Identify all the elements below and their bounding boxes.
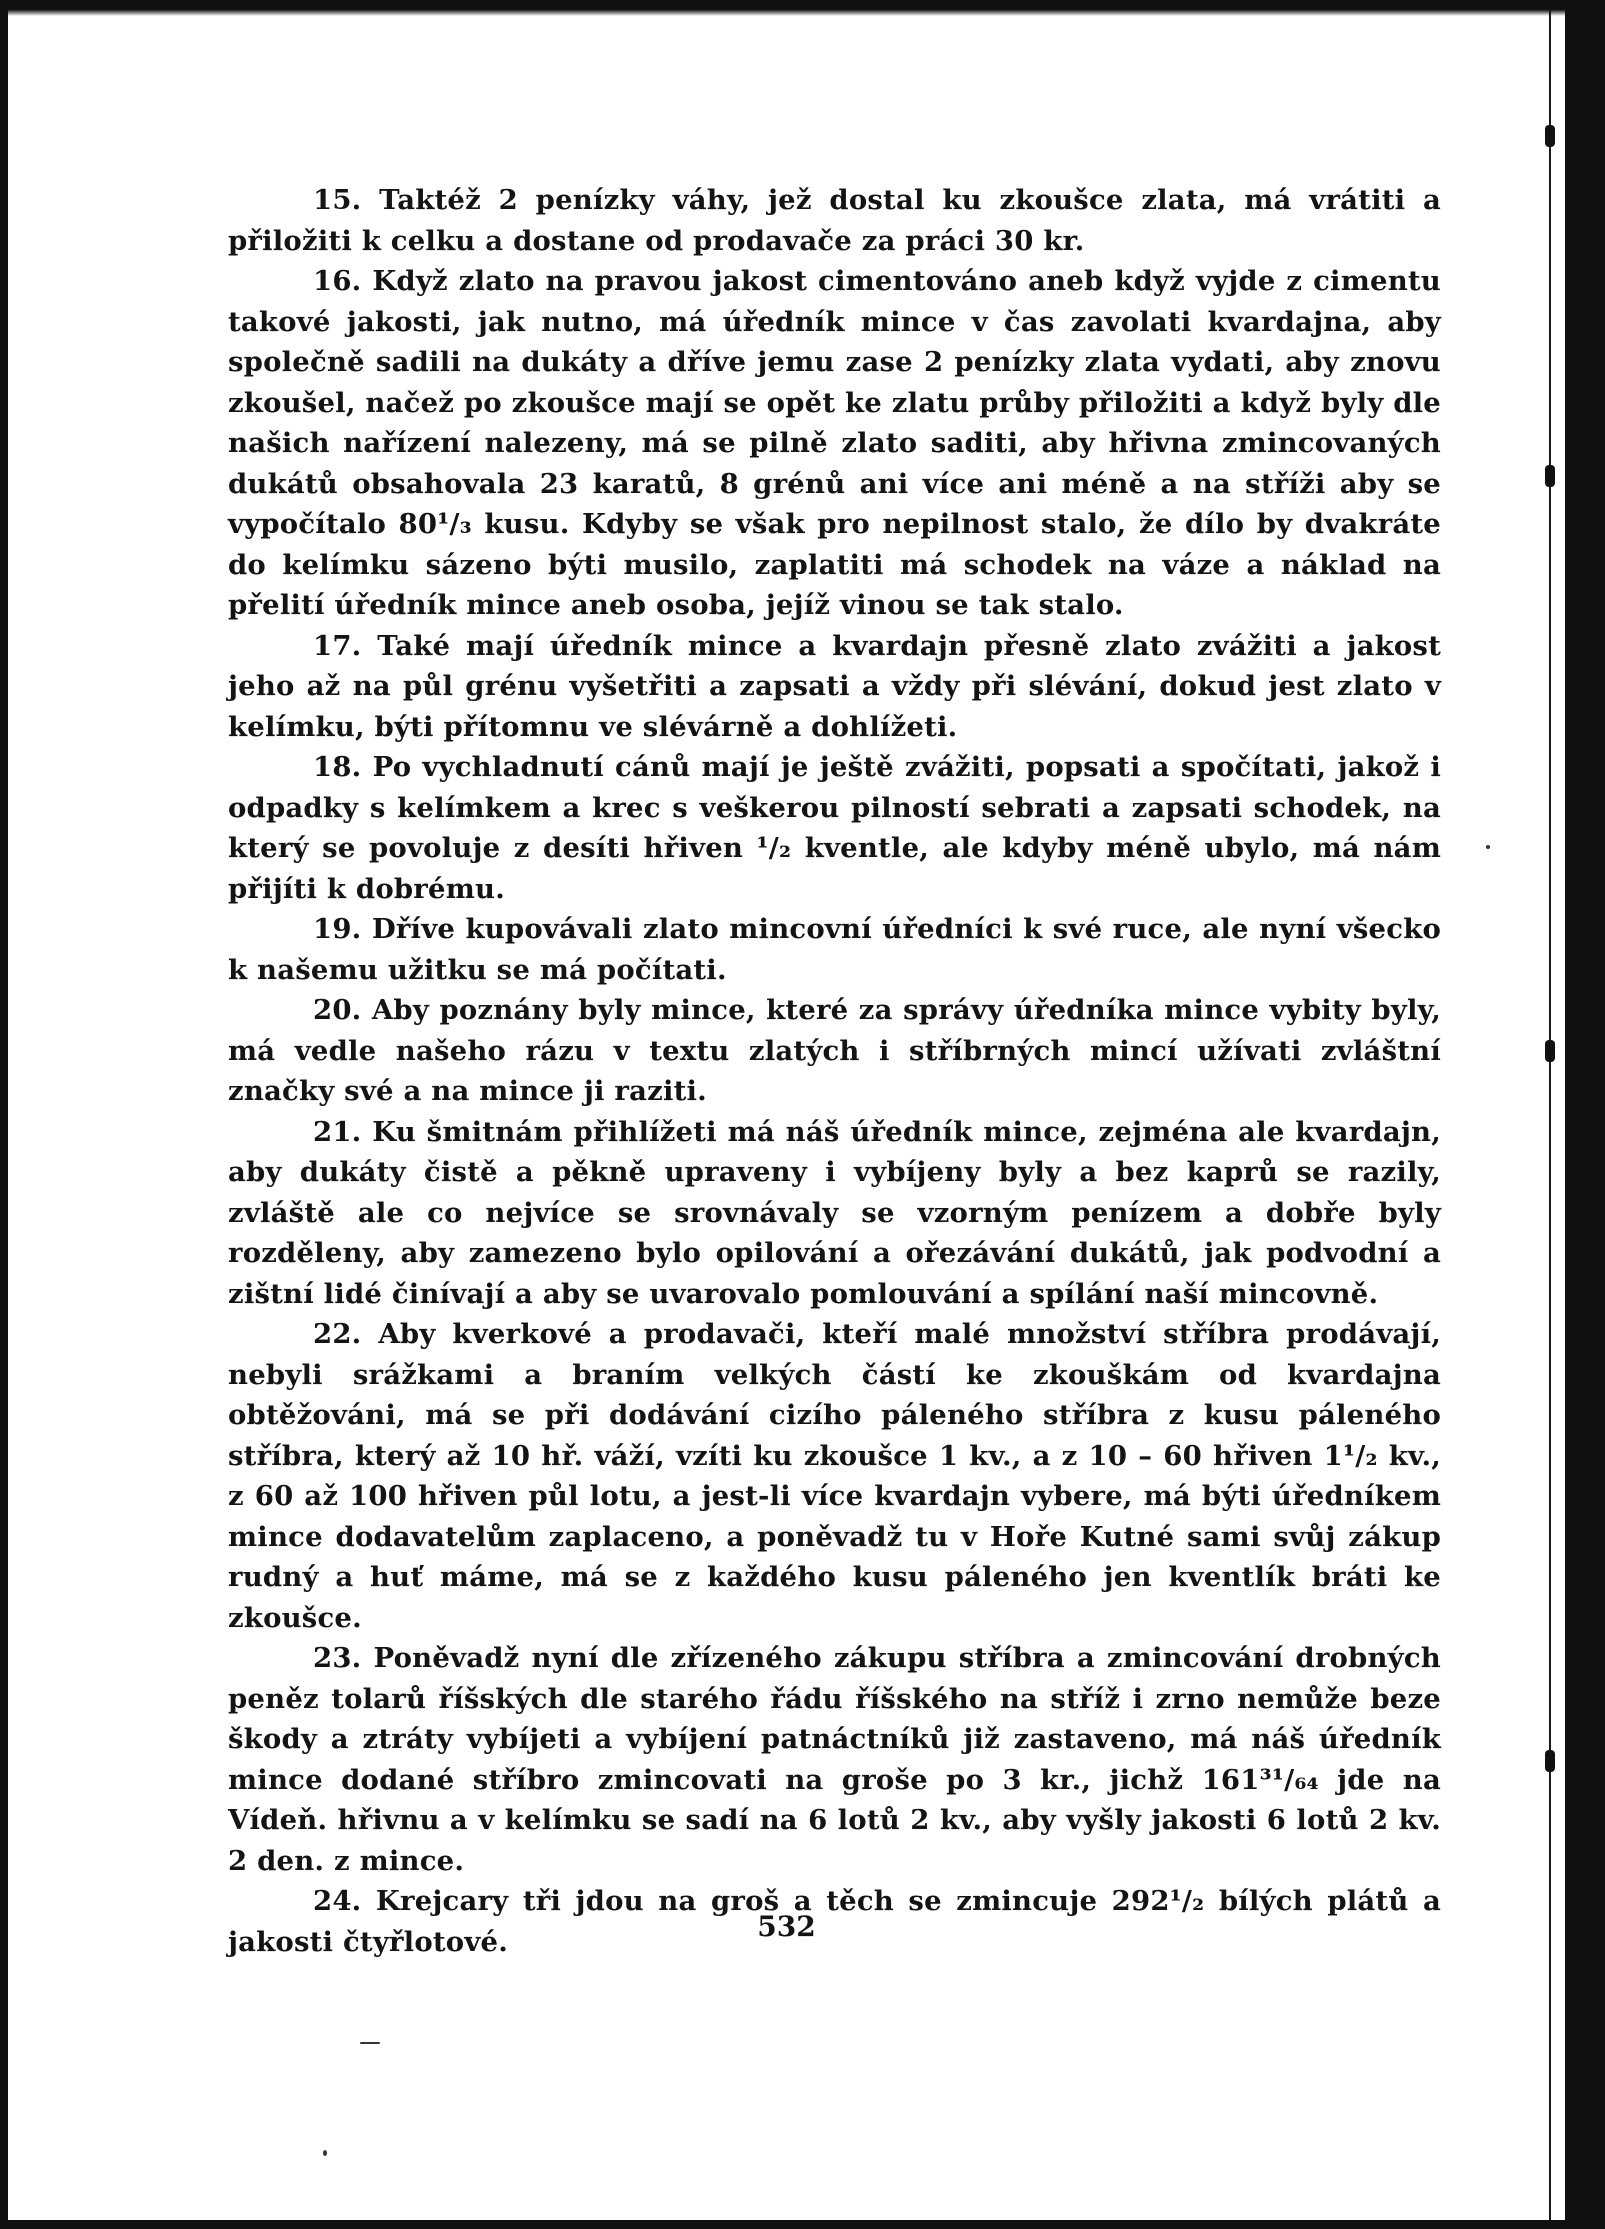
scanned-page: [8, 10, 1565, 2220]
paragraph-23: 23. Poněvadž nyní dle zřízeného zákupu stříbra a zmincování drobných peněz tolarů říšských dle starého řádu říšského na stříž i zrno nemůže beze škody a ztráty vybíjeti a vybíjení patnáctníků již zastaveno, má náš úředník mince dodané stříbro zmincovati na groše po 3 kr., jichž 161³¹/₆₄ jde na Vídeň. hřivnu a v kelímku se sadí na 6 lotů 2 kv., aby vyšly jakosti 6 lotů 2 kv. 2 den. z mince.: [228, 1642, 1441, 1877]
paragraph-17: 17. Také mají úředník mince a kvardajn přesně zlato zvážiti a jakost jeho až na půl grénu vyšetřiti a zapsati a vždy při slévání, dokud jest zlato v kelímku, býti přítomnu ve slévárně a dohlížeti.: [228, 629, 1441, 743]
binding-mark: [1545, 125, 1555, 147]
binding-edge: [1549, 10, 1551, 2220]
paragraph-15: 15. Taktéž 2 penízky váhy, jež dostal ku zkoušce zlata, má vrátiti a přiložiti k celku a dostane od prodavače za práci 30 kr.: [228, 184, 1441, 257]
scan-edge: [8, 10, 1565, 16]
scan-speck: [360, 2042, 380, 2044]
scan-speck: [323, 2150, 327, 2156]
paragraph-18: 18. Po vychladnutí cánů mají je ještě zvážiti, popsati a spočítati, jakož i odpadky s kelímkem a krec s veškerou pilností sebrati a zapsati schodek, na který se povoluje z desíti hřiven ¹/₂ kventle, ale kdyby méně ubylo, má nám přijíti k dobrému.: [228, 751, 1441, 905]
binding-mark: [1545, 465, 1555, 487]
body-text: [228, 180, 1441, 1962]
binding-mark: [1545, 1750, 1555, 1772]
paragraph-19: 19. Dříve kupovávali zlato mincovní úředníci k své ruce, ale nyní všecko k našemu užitku se má počítati.: [228, 913, 1441, 986]
paragraph-21: 21. Ku šmitnám přihlížeti má náš úředník mince, zejména ale kvardajn, aby dukáty čistě a pěkně upraveny i vybíjeny byly a bez kaprů se razily, zvláště ale co nejvíce se srovnávaly se vzorným penízem a dobře byly rozděleny, aby zamezeno bylo opilování a ořezávání dukátů, jak podvodní a zištní lidé činívají a aby se uvarovalo pomlouvání a spílání naší mincovně.: [228, 1115, 1441, 1310]
page-number: 532: [757, 1910, 816, 1943]
paragraph-16: 16. Když zlato na pravou jakost cimentováno aneb když vyjde z cimentu takové jakosti, jak nutno, má úředník mince v čas zavolati kvardajna, aby společně sadili na dukáty a dříve jemu zase 2 penízky zlata vydati, aby znovu zkoušel, načež po zkoušce mají se opět ke zlatu průby přiložiti a když byly dle našich nařízení nalezeny, má se pilně zlato saditi, aby hřivna zmincovaných dukátů obsahovala 23 karatů, 8 grénů ani více ani méně a na stříži aby se vypočítalo 80¹/₃ kusu. Kdyby se však pro nepilnost stalo, že dílo by dvakráte do kelímku sázeno býti musilo, zaplatiti má schodek na váze a náklad na přelití úředník mince aneb osoba, jejíž vinou se tak stalo.: [228, 265, 1441, 621]
scan-speck: [1486, 845, 1490, 849]
binding-mark: [1545, 1040, 1555, 1062]
paragraph-24: 24. Krejcary tři jdou na groš a těch se zmincuje 292¹/₂ bílých plátů a jakosti čtyřlotové.: [228, 1885, 1441, 1958]
paragraph-20: 20. Aby poznány byly mince, které za správy úředníka mince vybity byly, má vedle našeho rázu v textu zlatých i stříbrných mincí užívati zvláštní značky své a na mince ji raziti.: [228, 994, 1441, 1107]
paragraph-22: 22. Aby kverkové a prodavači, kteří malé množství stříbra prodávají, nebyli srážkami a braním velkých částí ke zkouškám od kvardajna obtěžováni, má se při dodávání cizího páleného stříbra z kusu páleného stříbra, který až 10 hř. váží, vzíti ku zkoušce 1 kv., a z 10 – 60 hřiven 1¹/₂ kv., z 60 až 100 hřiven půl lotu, a jest-li více kvardajn vybere, má býti úředníkem mince dodavatelům zaplaceno, a poněvadž tu v Hoře Kutné sami svůj zákup rudný a huť máme, má se z každého kusu páleného jen kventlík bráti ke zkoušce.: [228, 1318, 1441, 1634]
